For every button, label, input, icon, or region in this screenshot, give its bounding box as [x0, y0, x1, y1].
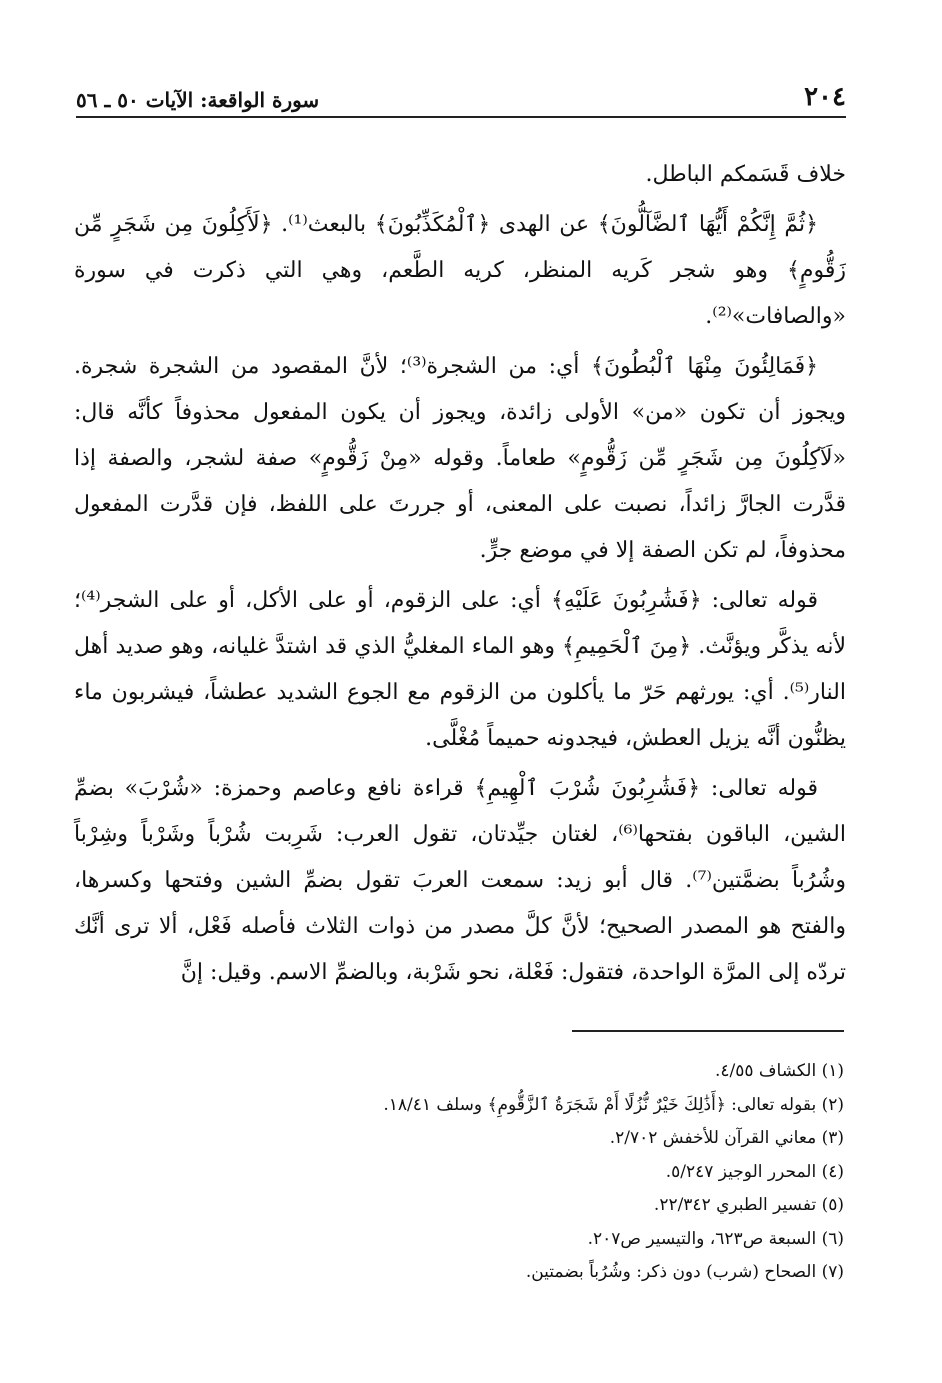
- footnote: (٦) السبعة ص٦٢٣، والتيسير ص٢٠٧.: [587, 1228, 844, 1249]
- footnote: (٥) تفسير الطبري ٢٢/٣٤٢.: [653, 1195, 844, 1215]
- header-title: سورة الواقعة: الآيات ٥٠ ـ ٥٦: [76, 88, 320, 112]
- main-text: [74, 152, 846, 996]
- footnotes: [74, 1055, 844, 1290]
- paragraph: ﴿ثُمَّ إِنَّكُمْ أَيُّهَا ٱلضَّآلُّونَ﴾ عن الهدى ﴿ٱلْمُكَذِّبُونَ﴾ بالبعث⁽¹⁾. ﴿لَأَكِلُونَ مِن شَجَرٍ مِّن زَقُّومٍ﴾ وهو شجر كَريه المنظر، كريه الطَّعم، وهي التي ذكرت في سورة «والصافات»⁽²⁾.: [74, 212, 846, 329]
- footnote: (٤) المحرر الوجيز ٥/٢٤٧.: [665, 1161, 844, 1182]
- paragraph: قوله تعالى: ﴿فَشَٰرِبُونَ شُرْبَ ٱلْهِيمِ﴾ قراءة نافع وعاصم وحمزة: «شُرْبَ» بضمِّ الشين، الباقون بفتحها⁽⁶⁾، لغتان جيِّدتان، تقول العرب: شَرِبت شُرْباً وشَرْباً وشِرْباً وشُرُباً بضمَّتين⁽⁷⁾. قال أبو زيد: سمعت العربَ تقول بضمِّ الشين وفتحها وكسرها، والفتح هو المصدر الصحيح؛ لأنَّ كلَّ مصدر من ذوات الثلاث فأصله فَعْل، ألا ترى أنَّك تردّه إلى المرَّة الواحدة، فتقول: فَعْلة، نحو شَرْبة، وبالضمِّ الاسم. وقيل: إنَّ: [74, 776, 846, 985]
- footnote: (٢) بقوله تعالى: ﴿أَذَٰلِكَ خَيْرٌ نُّزُلًا أَمْ شَجَرَةُ ٱلزَّقُّومِ﴾ وسلف ١٨/٤١.: [383, 1094, 844, 1115]
- paragraph: خلاف قَسَمكم الباطل.: [645, 162, 846, 187]
- paragraph: ﴿فَمَالِئُونَ مِنْهَا ٱلْبُطُونَ﴾ أي: من الشجرة⁽³⁾؛ لأنَّ المقصود من الشجرة شجرة. ويجوز أن تكون «من» الأولى زائدة، ويجوز أن يكون المفعول محذوفاً كأنَّه قال: «لَآكِلُونَ مِن شَجَرٍ مِّن زَقُّومٍ» طعاماً. وقوله «مِنْ زَقُّومٍ» صفة لشجر، والصفة إذا قدَّرت الجارَّ زائداً، نصبت على المعنى، أو جررتَ على اللفظ، فإن قدَّرت المفعول محذوفاً، لم تكن الصفة إلا في موضع جرٍّ.: [74, 354, 846, 563]
- page-number: ٢٠٤: [804, 82, 846, 112]
- footnote: (١) الكشاف ٤/٥٥.: [714, 1061, 844, 1081]
- running-header: [76, 78, 846, 118]
- paragraph: قوله تعالى: ﴿فَشَٰرِبُونَ عَلَيْهِ﴾ أي: على الزقوم، أو على الأكل، أو على الشجر⁽⁴⁾؛ لأنه يذكَّر ويؤنَّث. ﴿مِنَ ٱلْحَمِيمِ﴾ وهو الماء المغليُّ الذي قد اشتدَّ غليانه، وهو صديد أهل النار⁽⁵⁾. أي: يورثهم حَرّ ما يأكلون من الزقوم مع الجوع الشديد عطشاً، فيشربون ماء يظنُّون أنَّه يزيل العطش، فيجدونه حميماً مُغْلَّى.: [74, 588, 846, 751]
- footnote: (٧) الصحاح (شرب) دون ذكر: وشُرُباً بضمتين.: [525, 1262, 844, 1282]
- footnote: (٣) معاني القرآن للأخفش ٢/٧٠٢.: [609, 1128, 844, 1148]
- footnote-separator: [572, 1030, 844, 1032]
